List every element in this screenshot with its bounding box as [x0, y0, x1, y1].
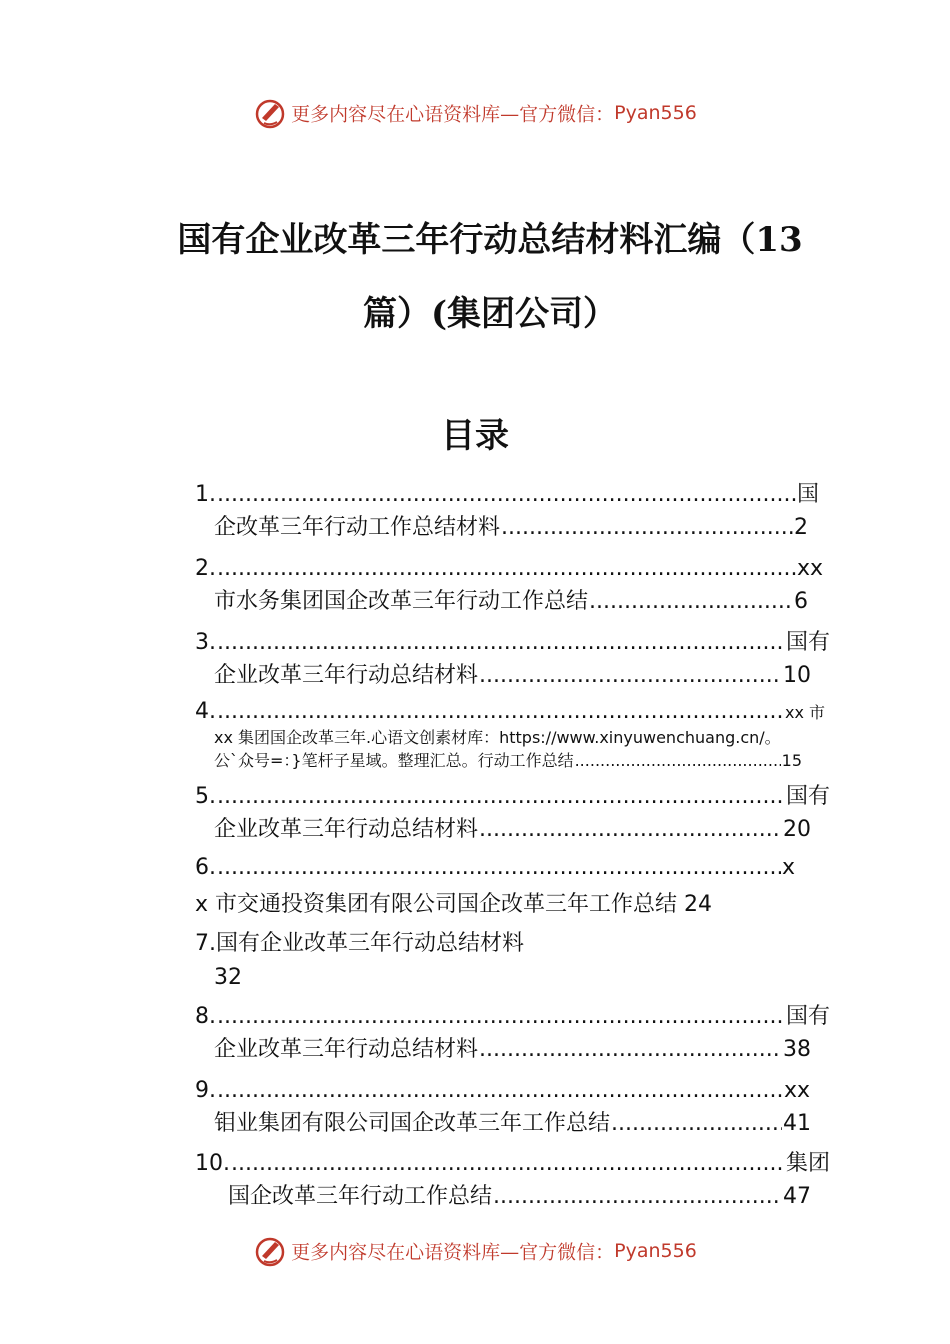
toc-entry-title: 国有企业改革三年行动总结材料	[216, 931, 525, 956]
toc-leader	[217, 1076, 783, 1106]
toc-entry-page: 6	[794, 589, 808, 614]
toc-entry-title: 企改革三年行动工作总结材料	[214, 515, 501, 540]
toc-entry-2-line2[interactable]	[214, 587, 808, 617]
toc-entry-number: 2.	[195, 556, 216, 581]
toc-entry-3-line1[interactable]	[195, 628, 830, 658]
toc-entry-5-line1[interactable]	[195, 782, 830, 812]
toc-entry-10-line2[interactable]	[228, 1182, 811, 1212]
toc-heading: 目录	[441, 416, 509, 456]
toc-entry-number: 5.	[195, 784, 216, 809]
toc-entry-number: 8.	[195, 1004, 216, 1029]
toc-entry-number: 3.	[195, 630, 216, 655]
toc-entry-title: 企业改革三年行动总结材料	[214, 817, 479, 842]
toc-leader	[217, 480, 796, 510]
watermark-wechat-id: Pyan556	[614, 1240, 697, 1262]
toc-entry-page: 15	[781, 751, 802, 770]
toc-leader	[217, 628, 785, 658]
watermark-header	[0, 96, 950, 130]
toc-entry-page: 41	[783, 1111, 811, 1136]
toc-entry-page: 38	[783, 1037, 811, 1062]
toc-entry-number: 4.	[195, 699, 216, 724]
toc-entry-tail: 国	[796, 482, 819, 507]
toc-entry-1-line2[interactable]	[214, 513, 808, 543]
toc-entry-7-line1[interactable]	[195, 929, 815, 959]
toc-entry-page: 47	[783, 1184, 811, 1209]
toc-entry-5-line2[interactable]	[214, 815, 811, 845]
toc-entry-title: x 市交通投资集团有限公司国企改革三年工作总结 24	[195, 892, 713, 917]
toc-entry-title: 企业改革三年行动总结材料	[214, 663, 479, 688]
toc-entry-7-line2[interactable]	[214, 963, 314, 993]
watermark-wechat-id: Pyan556	[614, 102, 697, 124]
toc-leader	[479, 815, 782, 845]
watermark-footer	[0, 1234, 950, 1268]
toc-entry-tail: 集团	[785, 1151, 830, 1176]
toc-entry-8-line1[interactable]	[195, 1002, 830, 1032]
toc-leader	[217, 782, 785, 812]
toc-entry-number: 7.	[195, 931, 216, 956]
toc-entry-tail: xx	[796, 556, 823, 581]
toc-entry-tail: 国有	[785, 1004, 830, 1029]
toc-entry-4-line3[interactable]	[214, 750, 802, 772]
toc-entry-4-line1[interactable]	[195, 697, 825, 728]
toc-leader	[589, 587, 793, 617]
document-title-line2: 篇）(集团公司）	[362, 294, 618, 334]
document-title-line1: 国有企业改革三年行动总结材料汇编（13	[177, 220, 803, 260]
toc-leader	[217, 697, 784, 727]
toc-entry-8-line2[interactable]	[214, 1035, 811, 1065]
toc-entry-4-line2[interactable]	[214, 727, 834, 749]
toc-entry-title: 钼业集团有限公司国企改革三年工作总结	[214, 1111, 611, 1136]
toc-leader	[217, 853, 781, 883]
toc-leader	[501, 513, 793, 543]
toc-entry-title-part2: 公`众号=：}笔杆子星域。整理汇总。行动工作总结	[214, 751, 574, 770]
toc-leader	[217, 1002, 785, 1032]
toc-entry-number: 6.	[195, 855, 216, 880]
toc-entry-page: 32	[214, 965, 242, 990]
toc-entry-title: 国企改革三年行动工作总结	[228, 1184, 493, 1209]
brand-logo-icon	[253, 1234, 287, 1268]
toc-entry-1-line1[interactable]	[195, 480, 819, 510]
toc-entry-tail: 国有	[785, 630, 830, 655]
watermark-text: 更多内容尽在心语资料库—官方微信：	[291, 1241, 615, 1264]
toc-entry-title-part1: xx 集团国企改革三年.心语文创素材库：https://www.xinyuwenchuang.cn/。	[214, 728, 781, 747]
toc-entry-tail: x	[781, 855, 795, 880]
toc-entry-page: 20	[783, 817, 811, 842]
toc-entry-tail: xx	[783, 1078, 810, 1103]
toc-entry-9-line2[interactable]	[214, 1109, 811, 1139]
toc-leader	[479, 661, 782, 691]
toc-entry-page: 2	[794, 515, 808, 540]
watermark-text: 更多内容尽在心语资料库—官方微信：	[291, 103, 615, 126]
toc-entry-9-line1[interactable]	[195, 1076, 810, 1106]
toc-entry-page: 10	[783, 663, 811, 688]
toc-entry-10-line1[interactable]	[195, 1149, 830, 1179]
toc-entry-number: 1.	[195, 482, 216, 507]
toc-entry-number: 10.	[195, 1151, 230, 1176]
toc-leader	[575, 750, 781, 772]
toc-entry-tail: 国有	[785, 784, 830, 809]
toc-entry-title: 企业改革三年行动总结材料	[214, 1037, 479, 1062]
toc-entry-6-line1[interactable]	[195, 853, 795, 883]
toc-leader	[231, 1149, 785, 1179]
toc-leader	[611, 1109, 782, 1139]
toc-entry-6-line2[interactable]	[195, 890, 815, 920]
brand-logo-icon	[253, 96, 287, 130]
toc-leader	[217, 554, 796, 584]
toc-entry-tail: xx 市	[784, 703, 825, 722]
toc-entry-2-line1[interactable]	[195, 554, 823, 584]
toc-entry-number: 9.	[195, 1078, 216, 1103]
toc-entry-title: 市水务集团国企改革三年行动工作总结	[214, 589, 589, 614]
toc-leader	[493, 1182, 782, 1212]
toc-leader	[479, 1035, 782, 1065]
toc-entry-3-line2[interactable]	[214, 661, 811, 691]
